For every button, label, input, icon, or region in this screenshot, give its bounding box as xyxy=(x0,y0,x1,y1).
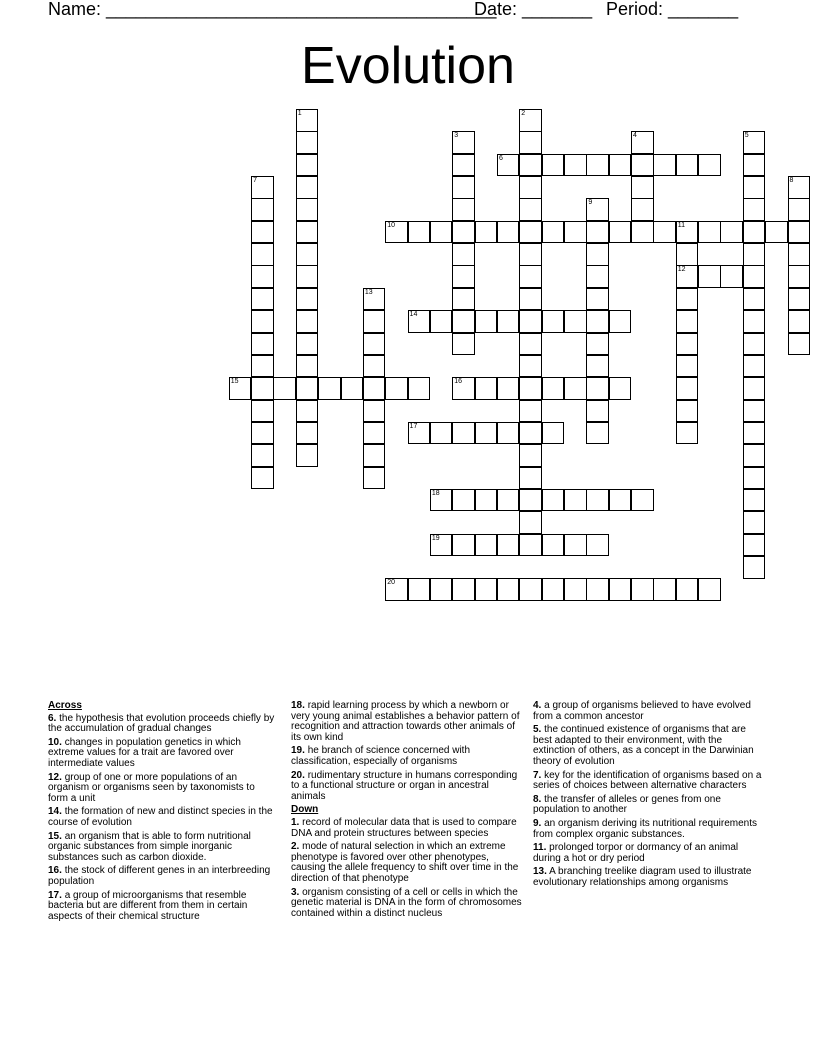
clue-number: 3 xyxy=(454,132,459,140)
grid-cell[interactable] xyxy=(720,265,743,288)
grid-cell[interactable] xyxy=(609,154,632,177)
grid-cell[interactable] xyxy=(743,489,766,512)
grid-cell[interactable] xyxy=(586,243,609,266)
grid-cell[interactable] xyxy=(296,377,319,400)
grid-cell[interactable] xyxy=(497,534,520,557)
grid-cell[interactable] xyxy=(385,221,408,244)
grid-cell[interactable] xyxy=(296,310,319,333)
grid-cell[interactable] xyxy=(519,109,542,132)
grid-cell[interactable] xyxy=(542,422,565,445)
grid-cell[interactable] xyxy=(452,578,475,601)
grid-cell[interactable] xyxy=(251,422,274,445)
grid-cell[interactable] xyxy=(408,578,431,601)
grid-cell[interactable] xyxy=(452,288,475,311)
grid-cell[interactable] xyxy=(519,198,542,221)
clue-text: prolonged torpor or dormancy of an animal during a hot or dry period xyxy=(533,842,739,864)
grid-cell[interactable] xyxy=(788,333,811,356)
grid-cell[interactable] xyxy=(542,489,565,512)
clue-number-label: 4. xyxy=(533,700,542,711)
clue-number: 9 xyxy=(588,199,593,207)
grid-cell[interactable] xyxy=(251,265,274,288)
clue-text: rapid learning process by which a newborn or very young animal establishes a behavior pattern of recognition and attraction towards other animals of its own kind xyxy=(291,700,520,743)
clue-item xyxy=(291,888,525,920)
clue-number-label: 14. xyxy=(48,806,62,818)
grid-cell[interactable] xyxy=(542,377,565,400)
grid-cell[interactable] xyxy=(586,333,609,356)
grid-cell[interactable] xyxy=(586,198,609,221)
grid-cell[interactable] xyxy=(788,310,811,333)
grid-cell[interactable] xyxy=(229,377,252,400)
grid-cell[interactable] xyxy=(519,534,542,557)
grid-cell[interactable] xyxy=(631,154,654,177)
grid-cell[interactable] xyxy=(296,109,319,132)
grid-cell[interactable] xyxy=(296,154,319,177)
grid-cell[interactable] xyxy=(519,467,542,490)
grid-cell[interactable] xyxy=(519,333,542,356)
grid-cell[interactable] xyxy=(452,422,475,445)
grid-cell[interactable] xyxy=(676,333,699,356)
clue-number: 5 xyxy=(744,132,749,140)
grid-cell[interactable] xyxy=(251,444,274,467)
clue-number: 14 xyxy=(409,311,418,319)
grid-cell[interactable] xyxy=(408,422,431,445)
grid-cell[interactable] xyxy=(586,265,609,288)
clue-section-heading: Across xyxy=(48,700,82,711)
clue-text: key for the identification of organisms based on a series of choices between alternative characters xyxy=(533,769,762,792)
clue-item xyxy=(533,725,765,767)
grid-cell[interactable] xyxy=(631,131,654,154)
grid-cell[interactable] xyxy=(296,355,319,378)
clue-number: 16 xyxy=(454,378,463,386)
clue-number: 10 xyxy=(387,221,395,229)
grid-cell[interactable] xyxy=(631,221,654,244)
grid-cell[interactable] xyxy=(698,221,721,244)
grid-cell[interactable] xyxy=(475,422,498,445)
grid-cell[interactable] xyxy=(698,154,721,177)
grid-cell[interactable] xyxy=(542,154,565,177)
grid-cell[interactable] xyxy=(475,489,498,512)
grid-cell[interactable] xyxy=(452,243,475,266)
grid-cell[interactable] xyxy=(743,310,766,333)
grid-cell[interactable] xyxy=(743,131,766,154)
grid-cell[interactable] xyxy=(676,422,699,445)
grid-cell[interactable] xyxy=(564,221,587,244)
clue-item xyxy=(291,701,525,743)
clue-number: 20 xyxy=(387,579,395,587)
grid-cell[interactable] xyxy=(251,288,274,311)
clue-text: an organism deriving its nutritional requirements from complex organic substances. xyxy=(533,817,758,840)
grid-cell[interactable] xyxy=(452,310,475,333)
clue-text: rudimentary structure in humans corresponding to a functional structure or organ in ancestral animals xyxy=(291,769,518,802)
grid-cell[interactable] xyxy=(519,154,542,177)
grid-cell[interactable] xyxy=(519,355,542,378)
grid-cell[interactable] xyxy=(586,489,609,512)
grid-cell[interactable] xyxy=(296,265,319,288)
grid-cell[interactable] xyxy=(631,578,654,601)
clue-number-label: 16. xyxy=(48,865,62,877)
clue-text: A branching treelike diagram used to illustrate evolutionary relationships among organisms xyxy=(533,866,752,888)
grid-cell[interactable] xyxy=(519,422,542,445)
grid-cell[interactable] xyxy=(430,489,453,512)
grid-cell[interactable] xyxy=(430,534,453,557)
grid-cell[interactable] xyxy=(430,221,453,244)
clue-number: 15 xyxy=(230,378,239,386)
grid-cell[interactable] xyxy=(676,243,699,266)
grid-cell[interactable] xyxy=(475,377,498,400)
grid-cell[interactable] xyxy=(720,221,743,244)
clue-column-1 xyxy=(48,701,276,925)
grid-cell[interactable] xyxy=(497,489,520,512)
clue-text: organism consisting of a cell or cells in which the genetic material is DNA in the form of chromosomes contained within a distinct nucleus xyxy=(291,886,522,919)
clue-item xyxy=(291,818,525,839)
clue-number-label: 3. xyxy=(291,886,300,898)
clue-item xyxy=(533,843,765,864)
clue-text: a group of microorganisms that resemble bacteria but are different from them in certain aspects of their chemical structure xyxy=(48,889,248,922)
grid-cell[interactable] xyxy=(363,377,386,400)
clue-number-label: 17. xyxy=(48,889,62,901)
grid-cell[interactable] xyxy=(743,333,766,356)
grid-cell[interactable] xyxy=(273,377,296,400)
grid-cell[interactable] xyxy=(743,556,766,579)
grid-cell[interactable] xyxy=(743,377,766,400)
grid-cell[interactable] xyxy=(363,444,386,467)
grid-cell[interactable] xyxy=(564,377,587,400)
grid-cell[interactable] xyxy=(363,467,386,490)
grid-cell[interactable] xyxy=(743,422,766,445)
clue-text: a group of organisms believed to have evolved from a common ancestor xyxy=(533,700,751,722)
clue-number: 17 xyxy=(409,422,418,430)
grid-cell[interactable] xyxy=(452,377,475,400)
grid-cell[interactable] xyxy=(743,534,766,557)
clue-text: an organism that is able to form nutritional organic substances from simple inorganic substances such as carbon dioxide. xyxy=(48,830,251,863)
clue-number: 7 xyxy=(253,177,257,185)
grid-cell[interactable] xyxy=(676,377,699,400)
clue-text: record of molecular data that is used to compare DNA and protein structures between species xyxy=(291,816,517,839)
grid-cell[interactable] xyxy=(475,534,498,557)
clue-number-label: 18. xyxy=(291,700,305,711)
grid-cell[interactable] xyxy=(564,534,587,557)
grid-cell[interactable] xyxy=(586,377,609,400)
grid-cell[interactable] xyxy=(676,355,699,378)
grid-cell[interactable] xyxy=(519,444,542,467)
grid-cell[interactable] xyxy=(452,333,475,356)
grid-cell[interactable] xyxy=(251,243,274,266)
grid-cell[interactable] xyxy=(676,288,699,311)
grid-cell[interactable] xyxy=(564,578,587,601)
clue-number-label: 2. xyxy=(291,841,300,853)
grid-cell[interactable] xyxy=(586,422,609,445)
grid-cell[interactable] xyxy=(743,400,766,423)
clue-number-label: 5. xyxy=(533,724,542,736)
clue-text: changes in population genetics in which extreme values for a trait are favored over intermediate values xyxy=(48,736,241,769)
grid-cell[interactable] xyxy=(676,221,699,244)
grid-cell[interactable] xyxy=(251,221,274,244)
clue-item xyxy=(48,832,276,864)
clue-number-label: 7. xyxy=(533,769,542,781)
grid-cell[interactable] xyxy=(251,467,274,490)
grid-cell[interactable] xyxy=(586,221,609,244)
clue-item xyxy=(48,738,276,770)
clue-text: he branch of science concerned with classification, especially of organisms xyxy=(291,745,471,767)
grid-cell[interactable] xyxy=(430,578,453,601)
grid-cell[interactable] xyxy=(475,578,498,601)
grid-cell[interactable] xyxy=(586,355,609,378)
grid-cell[interactable] xyxy=(609,310,632,333)
grid-cell[interactable] xyxy=(698,578,721,601)
grid-cell[interactable] xyxy=(251,310,274,333)
clue-item xyxy=(48,714,276,735)
clue-number: 1 xyxy=(297,110,302,117)
grid-cell[interactable] xyxy=(653,221,676,244)
grid-cell[interactable] xyxy=(296,198,319,221)
clue-text: the continued existence of organisms that are best adapted to their environment, with the extinction of others, as a concept in the Darwinian theory of evolution xyxy=(533,724,754,767)
clue-text: the hypothesis that evolution proceeds chiefly by the accumulation of gradual changes xyxy=(48,712,275,735)
clue-number: 6 xyxy=(498,154,503,162)
grid-cell[interactable] xyxy=(564,310,587,333)
grid-cell[interactable] xyxy=(653,154,676,177)
grid-cell[interactable] xyxy=(519,400,542,423)
grid-cell[interactable] xyxy=(497,221,520,244)
grid-cell[interactable] xyxy=(452,154,475,177)
clue-number-label: 1. xyxy=(291,816,300,828)
grid-cell[interactable] xyxy=(609,578,632,601)
clue-item xyxy=(533,771,765,792)
name-field-label: Name: _______________________________________ xyxy=(48,0,497,19)
grid-cell[interactable] xyxy=(519,511,542,534)
grid-cell[interactable] xyxy=(542,310,565,333)
grid-cell[interactable] xyxy=(676,400,699,423)
grid-cell[interactable] xyxy=(676,578,699,601)
grid-cell[interactable] xyxy=(519,243,542,266)
clue-number-label: 8. xyxy=(533,793,542,805)
grid-cell[interactable] xyxy=(743,444,766,467)
clue-item xyxy=(48,773,276,805)
clue-number: 18 xyxy=(431,489,440,497)
grid-cell[interactable] xyxy=(452,131,475,154)
grid-cell[interactable] xyxy=(251,400,274,423)
clue-item xyxy=(48,891,276,923)
clue-text: group of one or more populations of an organism or organisms seen by taxonomists to form a unit xyxy=(48,771,255,804)
clue-number: 2 xyxy=(521,110,526,117)
grid-cell[interactable] xyxy=(743,176,766,199)
clue-section-heading: Down xyxy=(291,804,319,816)
clue-column-2 xyxy=(291,701,525,922)
clue-text: mode of natural selection in which an extreme phenotype is favored over other phenotypes, causing the allele frequency to shift over time in the direction of that phenotype xyxy=(291,841,519,884)
grid-cell[interactable] xyxy=(519,489,542,512)
clue-item xyxy=(291,746,525,767)
grid-cell[interactable] xyxy=(408,221,431,244)
grid-cell[interactable] xyxy=(519,176,542,199)
grid-cell[interactable] xyxy=(296,221,319,244)
grid-cell[interactable] xyxy=(542,578,565,601)
clue-number: 11 xyxy=(677,221,686,229)
clue-number: 12 xyxy=(677,266,686,274)
grid-cell[interactable] xyxy=(586,288,609,311)
grid-cell[interactable] xyxy=(743,288,766,311)
grid-cell[interactable] xyxy=(497,154,520,177)
grid-cell[interactable] xyxy=(452,221,475,244)
grid-cell[interactable] xyxy=(497,422,520,445)
clue-item xyxy=(291,842,525,884)
clue-item xyxy=(533,701,765,722)
grid-cell[interactable] xyxy=(788,221,811,244)
clue-item xyxy=(48,807,276,828)
clue-number: 13 xyxy=(364,288,373,296)
grid-cell[interactable] xyxy=(586,400,609,423)
grid-cell[interactable] xyxy=(542,534,565,557)
grid-cell[interactable] xyxy=(788,176,811,199)
grid-cell[interactable] xyxy=(251,377,274,400)
grid-cell[interactable] xyxy=(251,355,274,378)
grid-cell[interactable] xyxy=(452,198,475,221)
grid-cell[interactable] xyxy=(363,310,386,333)
clue-item xyxy=(48,866,276,887)
grid-cell[interactable] xyxy=(743,511,766,534)
grid-cell[interactable] xyxy=(363,355,386,378)
grid-cell[interactable] xyxy=(564,489,587,512)
grid-cell[interactable] xyxy=(519,221,542,244)
clue-number-label: 9. xyxy=(533,817,542,829)
grid-cell[interactable] xyxy=(788,198,811,221)
clue-number-label: 13. xyxy=(533,866,547,878)
grid-cell[interactable] xyxy=(475,310,498,333)
clue-number: 19 xyxy=(431,534,440,542)
grid-cell[interactable] xyxy=(385,377,408,400)
grid-cell[interactable] xyxy=(430,310,453,333)
grid-cell[interactable] xyxy=(676,310,699,333)
grid-cell[interactable] xyxy=(586,310,609,333)
grid-cell[interactable] xyxy=(743,355,766,378)
clue-item xyxy=(533,795,765,816)
clue-number: 8 xyxy=(789,177,794,185)
clue-number-label: 6. xyxy=(48,712,57,724)
grid-cell[interactable] xyxy=(318,377,341,400)
grid-cell[interactable] xyxy=(653,578,676,601)
grid-cell[interactable] xyxy=(408,310,431,333)
clue-number-label: 19. xyxy=(291,745,305,757)
grid-cell[interactable] xyxy=(586,578,609,601)
grid-cell[interactable] xyxy=(788,288,811,311)
grid-cell[interactable] xyxy=(251,333,274,356)
grid-cell[interactable] xyxy=(542,221,565,244)
grid-cell[interactable] xyxy=(251,176,274,199)
grid-cell[interactable] xyxy=(497,310,520,333)
grid-cell[interactable] xyxy=(788,265,811,288)
grid-cell[interactable] xyxy=(765,221,788,244)
grid-cell[interactable] xyxy=(363,333,386,356)
date-field-label: Date: _______ xyxy=(474,0,593,19)
grid-cell[interactable] xyxy=(788,243,811,266)
grid-cell[interactable] xyxy=(698,265,721,288)
grid-cell[interactable] xyxy=(609,489,632,512)
grid-cell[interactable] xyxy=(363,422,386,445)
grid-cell[interactable] xyxy=(296,176,319,199)
grid-cell[interactable] xyxy=(631,176,654,199)
grid-cell[interactable] xyxy=(296,444,319,467)
grid-cell[interactable] xyxy=(519,288,542,311)
grid-cell[interactable] xyxy=(564,154,587,177)
grid-cell[interactable] xyxy=(743,154,766,177)
clue-number-label: 15. xyxy=(48,830,62,842)
grid-cell[interactable] xyxy=(676,154,699,177)
grid-cell[interactable] xyxy=(385,578,408,601)
clue-text: the stock of different genes in an interbreeding population xyxy=(48,865,271,887)
grid-cell[interactable] xyxy=(296,422,319,445)
grid-cell[interactable] xyxy=(743,221,766,244)
grid-cell[interactable] xyxy=(586,534,609,557)
clue-item xyxy=(533,819,765,840)
clue-text: the formation of new and distinct species in the course of evolution xyxy=(48,806,273,828)
clue-item xyxy=(533,867,765,888)
clue-number-label: 10. xyxy=(48,736,62,748)
grid-cell[interactable] xyxy=(519,310,542,333)
grid-cell[interactable] xyxy=(519,377,542,400)
period-field-label: Period: _______ xyxy=(606,0,739,19)
grid-cell[interactable] xyxy=(452,176,475,199)
grid-cell[interactable] xyxy=(408,377,431,400)
grid-cell[interactable] xyxy=(609,377,632,400)
grid-cell[interactable] xyxy=(296,333,319,356)
grid-cell[interactable] xyxy=(519,131,542,154)
page-title: Evolution xyxy=(301,37,515,95)
grid-cell[interactable] xyxy=(497,377,520,400)
grid-cell[interactable] xyxy=(609,221,632,244)
grid-cell[interactable] xyxy=(743,467,766,490)
grid-cell[interactable] xyxy=(296,131,319,154)
grid-cell[interactable] xyxy=(475,221,498,244)
grid-cell[interactable] xyxy=(296,288,319,311)
grid-cell[interactable] xyxy=(296,243,319,266)
clue-item xyxy=(291,771,525,803)
grid-cell[interactable] xyxy=(743,243,766,266)
grid-cell[interactable] xyxy=(586,154,609,177)
grid-cell[interactable] xyxy=(497,578,520,601)
grid-cell[interactable] xyxy=(452,534,475,557)
grid-cell[interactable] xyxy=(430,422,453,445)
grid-cell[interactable] xyxy=(296,400,319,423)
grid-cell[interactable] xyxy=(519,265,542,288)
clue-number-label: 11. xyxy=(533,842,547,854)
grid-cell[interactable] xyxy=(743,198,766,221)
grid-cell[interactable] xyxy=(631,198,654,221)
grid-cell[interactable] xyxy=(631,489,654,512)
clue-text: the transfer of alleles or genes from one population to another xyxy=(533,793,721,816)
grid-cell[interactable] xyxy=(452,489,475,512)
grid-cell[interactable] xyxy=(341,377,364,400)
grid-cell[interactable] xyxy=(251,198,274,221)
grid-cell[interactable] xyxy=(452,265,475,288)
clue-number-label: 20. xyxy=(291,769,305,781)
clue-number: 4 xyxy=(633,132,637,140)
clue-number-label: 12. xyxy=(48,771,62,783)
clue-column-3 xyxy=(533,701,765,892)
grid-cell[interactable] xyxy=(743,265,766,288)
grid-cell[interactable] xyxy=(676,265,699,288)
grid-cell[interactable] xyxy=(519,578,542,601)
grid-cell[interactable] xyxy=(363,288,386,311)
grid-cell[interactable] xyxy=(363,400,386,423)
